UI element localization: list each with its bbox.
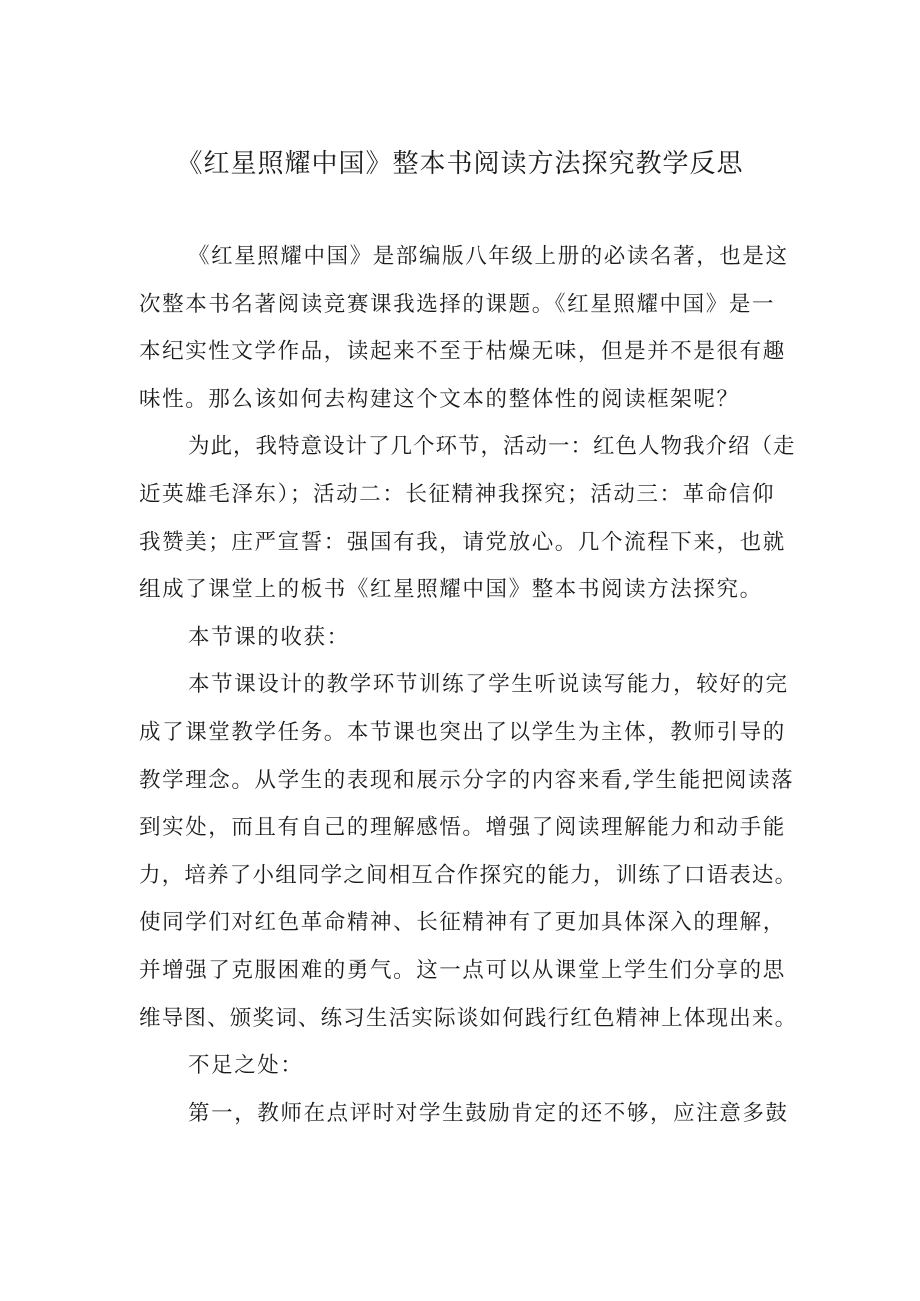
text-line: 第一，教师在点评时对学生鼓励肯定的还不够，应注意多鼓 — [188, 1100, 789, 1126]
text-line: 成了课堂教学任务。本节课也突出了以学生为主体，教师引导的 — [139, 719, 786, 745]
text-line: 本纪实性文学作品，读起来不至于枯燥无味，但是并不是很有趣 — [139, 339, 786, 365]
text-line: 本节课设计的教学环节训练了学生听说读写能力，较好的完 — [188, 672, 789, 698]
text-line: 教学理念。从学生的表现和展示分字的内容来看,学生能把阅读落 — [139, 767, 795, 793]
text-line: 次整本书名著阅读竞赛课我选择的课题。《红星照耀中国》是一 — [139, 291, 776, 317]
text-line: 近英雄毛泽东）；活动二：长征精神我探究；活动三：革命信仰 — [139, 481, 776, 507]
section-heading-shortcomings: 不足之处： — [188, 1053, 304, 1079]
text-line: 我赞美；庄严宣誓：强国有我，请党放心。几个流程下来，也就 — [139, 529, 786, 555]
section-heading-gains: 本节课的收获： — [188, 624, 350, 650]
text-line: 使同学们对红色革命精神、长征精神有了更加具体深入的理解， — [139, 910, 786, 936]
text-line: 味性。那么该如何去构建这个文本的整体性的阅读框架呢？ — [139, 386, 740, 412]
text-line: 到实处，而且有自己的理解感悟。增强了阅读理解能力和动手能 — [139, 815, 786, 841]
text-line: 维导图、颁奖词、练习生活实际谈如何践行红色精神上体现出来。 — [139, 1005, 798, 1031]
text-line: 力，培养了小组同学之间相互合作探究的能力，训练了口语表达。 — [139, 862, 798, 888]
text-line: 并增强了克服困难的勇气。这一点可以从课堂上学生们分享的思 — [139, 957, 786, 983]
text-line: 《红星照耀中国》是部编版八年级上册的必读名著，也是这 — [188, 244, 789, 269]
document-title: 《红星照耀中国》整本书阅读方法探究教学反思 — [176, 149, 744, 179]
text-line: 组成了课堂上的板书《红星照耀中国》整本书阅读方法探究。 — [139, 577, 763, 603]
document-body — [139, 237, 799, 1141]
text-line: 为此，我特意设计了几个环节，活动一：红色人物我介绍（走 — [188, 434, 796, 460]
